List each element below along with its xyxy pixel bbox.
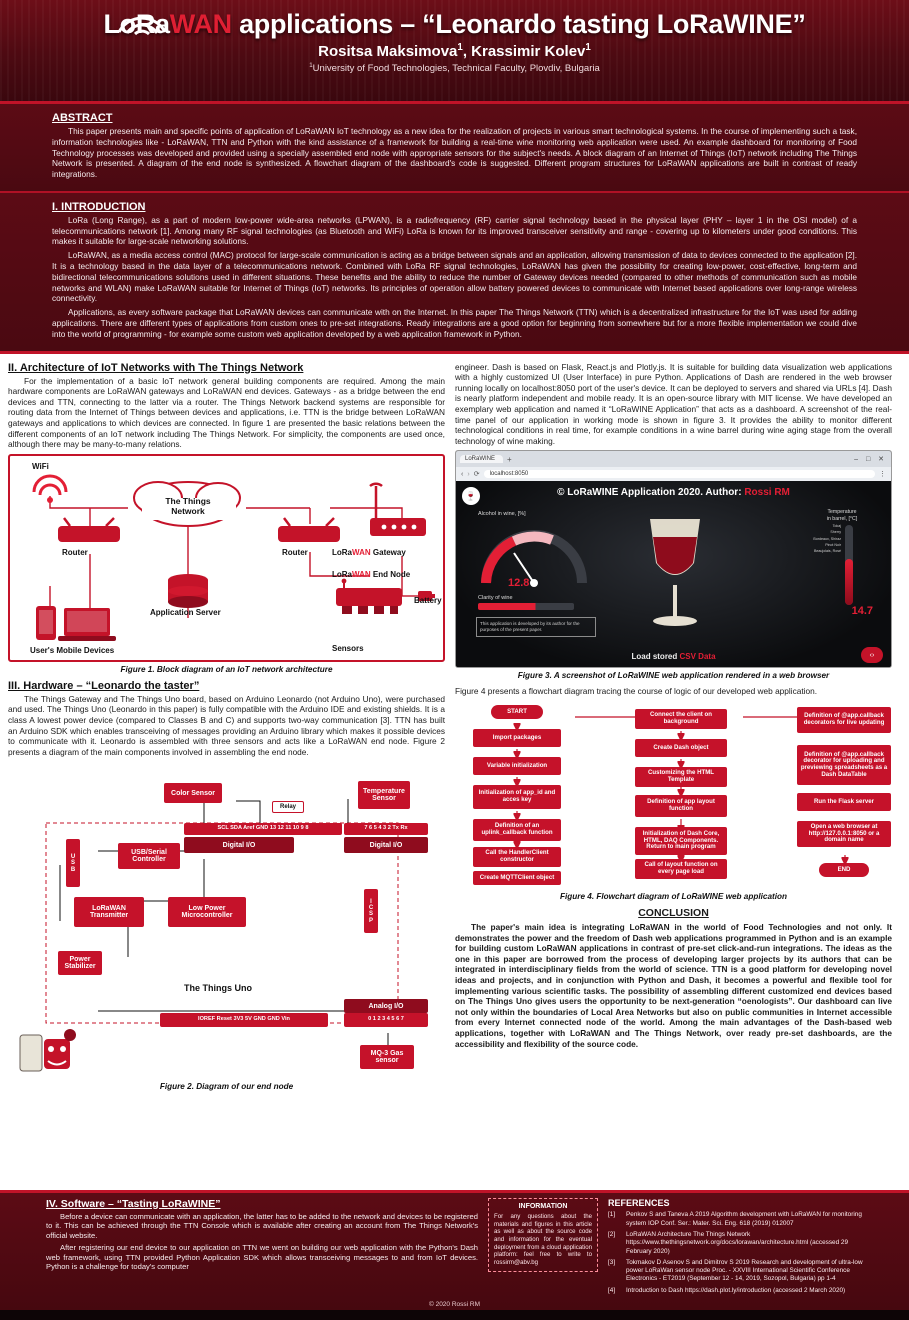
fig4-c2-3: Definition of app layout function	[635, 795, 727, 817]
figure-3-caption: Figure 3. A screenshot of LoRaWINE web application rendered in a web browser	[517, 671, 830, 681]
menu-icon[interactable]: ⋮	[879, 471, 886, 479]
title-rest: applications – “Leonardo tasting LoRaWINE”	[231, 9, 806, 39]
abstract-section	[0, 104, 909, 193]
forward-icon[interactable]: ›	[467, 470, 470, 478]
fig4-c1-1: Variable initialization	[473, 757, 561, 775]
fig2-temp-sensor: Temperature Sensor	[358, 781, 410, 809]
reference-number: [2]	[608, 1230, 616, 1238]
abstract-text: This paper presents main and specific points of application of LoRaWAN IoT technology as a new idea for the realization of projects in various smart technological systems. In the course of implementing such a task, information technologies like - LoRaWAN, TTN and Python with the kind assistance of a framework for building a real-time wine monitoring web application were used. An example dashboard for monitoring of Food Technology processes was developed and provided using a specially assembled end node with appropriate sensors for the subject's needs. A block diagram of an Internet of Things (IoT) network including The Things Network is presented. A diagram of the end node is synthesized. A flowchart diagram of the dashboard's code is suggested. Different program structures for LoRaWAN applications are built in contrast of ready integrations.	[52, 126, 857, 180]
reference-text: Tokmakov D Asenov S and Dimitrov S 2019 Research and development of ultra-low power LoRaWan sensor node Proc. - XXVIII International Scientific Conference Electronics - ET2019 (September 12 - 14, 2019, Sozopol, Bulgaria) pp 1-4	[626, 1258, 863, 1283]
reference-item	[608, 1231, 863, 1256]
figure-2	[8, 761, 445, 1079]
figure-4-intro: Figure 4 presents a flowchart diagram tracing the course of logic of our developed web application.	[455, 686, 818, 697]
fig4-c3-3: Open a web browser at http://127.0.0.1:8050 or a domain name	[797, 821, 891, 847]
back-icon[interactable]: ‹	[461, 470, 464, 478]
temperature-scale: Tokaj Sherry Bordeaux, Shiraz Pinot Noir Beaujolais, Rosé	[813, 524, 841, 553]
fig2-pins-bottom-right: 0 1 2 3 4 5 6 7	[344, 1013, 428, 1027]
fig1-label-ttn: The Things Network	[165, 495, 211, 516]
affiliation: $^1$University of Food Technologies, Technical Faculty, Plovdiv, Bulgaria	[309, 62, 600, 75]
fig2-relay: Relay	[272, 801, 304, 813]
reference-item	[608, 1211, 863, 1228]
left-column	[8, 358, 445, 1098]
intro-p1: LoRa (Long Range), as a part of modern low-power wide-area networks (LPWAN), is a radiofrequency (RF) carrier signal technology based in the physical layer (PHY – layer 1 in the OSI model) of a telecommunications network [1]. Among many RF signal technologies (as Bluetooth and WiFi) LoRa is known for its improved transceiver sensitivity and range - covering up to kilometers under good conditions. This makes it suitable for large-scale networking solutions.	[52, 214, 857, 247]
fig1-label-sensors: Sensors	[332, 643, 364, 653]
fig4-c3-1: Definition of @app.callback decorator for uploading and previewing spreadsheets as a Dash DataTable	[797, 745, 891, 785]
section4-p2: After registering our end device to our application on TTN we went on building our web application with the Python's Dash web framework, using TTN provided Python Application SDK which allows transceiving messages to and from IoT devices. Python is a challenge for today's computer	[46, 1243, 478, 1272]
fig4-c2-4: Initialization of Dash Core, HTML, DAQ Components. Return to main program	[635, 827, 727, 855]
fig2-pins-top-left: SCL SDA Aref GND 13 12 11 10 9 8	[184, 823, 342, 835]
fig2-analog-io: Analog I/O	[344, 999, 428, 1013]
fig2-digital-io-2: Digital I/O	[344, 837, 428, 853]
fig1-label-end-node: LoRaWAN End Node	[332, 569, 411, 579]
right-column	[455, 358, 892, 1098]
fig1-label-router1: Router	[62, 547, 88, 557]
main-content	[0, 354, 909, 1190]
section2-right-p1: engineer. Dash is based on Flask, React.js and Plotly.js. It is suitable for building data visualization web applications with a highly customized UI (User Interface) in pure Python. Applications of Dash are rendered in the web browser running locally on localhost:8050 port of the user's device. It can be deployed to servers and shared via URLs [4]. Dash is nearly platform independent and mobile ready. It is an open-source library with MIT license. We have developed an exemplary web application and named it “LoRaWINE Application” that acts as a dashboard. A screenshot of the real-time panel of our application in working mode is shown in figure 3. It provides the ability to monitor different technological conditions in real time, for example conditions in a wine barrel during wine aging stage from the overall technology of wine making.	[455, 361, 892, 446]
alcohol-gauge	[474, 517, 594, 595]
figure-4	[455, 701, 892, 889]
browser-tab[interactable]: LoRaWINE	[460, 455, 503, 463]
fig2-pins-top-right: 7 6 5 4 3 2 Tx Rx	[344, 823, 428, 835]
reference-item	[608, 1259, 863, 1284]
figure-1-caption: Figure 1. Block diagram of an IoT network architecture	[120, 664, 333, 674]
reference-text: Penkov S and Taneva A 2019 Algorithm development with LoRaWAN for monitoring system IOP Conf. Ser.: Mater. Sci. Eng. 618 (2019) 012007	[626, 1211, 862, 1227]
references-heading: REFERENCES	[608, 1197, 670, 1208]
fig4-start: START	[491, 705, 543, 719]
reference-number: [1]	[608, 1211, 616, 1219]
browser-chrome	[456, 451, 891, 467]
address-bar[interactable]: localhost:8050	[484, 470, 875, 478]
figure-2-caption: Figure 2. Diagram of our end node	[159, 1082, 294, 1092]
title-lora: LoRa	[103, 9, 170, 39]
fig4-c1-4: Call the HandlerClient constructor	[473, 847, 561, 867]
gauge-label: Alcohol in wine, [%]	[478, 511, 526, 518]
app-logo-icon: 🍷	[462, 487, 480, 505]
info-heading: INFORMATION	[518, 1202, 568, 1210]
fig4-end: END	[819, 863, 869, 877]
fig1-label-gateway: LoRaWAN Gateway	[332, 547, 406, 557]
fig1-label-wifi: WiFi	[32, 461, 49, 471]
fig4-c1-3: Definition of an uplink_callback function	[473, 819, 561, 841]
arduino-mascot-icon	[18, 1021, 78, 1077]
fig2-icsp: I C S P	[364, 889, 378, 933]
intro-p3: Applications, as every software package that LoRaWAN devices can communicate with on the Internet. In this paper The Things Network (TTN) which is a decentralized infrastructure for the IoT was used for adding applications. There are different types of applications from custom ones to pre-set integrations. Ready integrations are a good option for beginning from somewhere but for a more flexible implementation we could dive into the world of programming - for example some custom web application developed by a web application framework in Python.	[52, 307, 857, 339]
fig2-board-name: The Things Uno	[184, 983, 252, 994]
reference-item	[608, 1287, 863, 1295]
fig2-lorawan-transmitter: LoRaWAN Transmitter	[74, 897, 144, 927]
section4-heading: IV. Software – “Tasting LoRaWINE”	[46, 1197, 221, 1210]
fig2-color-sensor: Color Sensor	[164, 783, 222, 803]
info-text: For any questions about the materials and figures in this article as well as about the source code and information for the eventual deployment from a cloud application platform: feel free to write to rossirm@abv.bg	[494, 1213, 592, 1266]
information-box	[488, 1198, 598, 1305]
browser-toolbar	[456, 467, 891, 481]
fig1-label-app-server: Application Server	[150, 607, 221, 617]
app-note: This application is developed by its author for the purposes of the present paper.	[476, 617, 596, 636]
fig2-pins-bottom-left: IOREF Reset 3V3 5V GND GND Vin	[160, 1013, 328, 1027]
fig4-c1-5: Create MQTTClient object	[473, 871, 561, 885]
fig2-digital-io-1: Digital I/O	[184, 837, 294, 853]
fig4-c2-5: Call of layout function on every page load	[635, 859, 727, 879]
fig1-label-router2: Router	[282, 547, 308, 557]
thermometer-track	[845, 525, 853, 605]
section4	[46, 1198, 478, 1305]
window-controls[interactable]: ‒ □ ✕	[854, 456, 887, 464]
abstract-heading: ABSTRACT	[52, 112, 113, 124]
figure-4-caption: Figure 4. Flowchart diagram of LoRaWINE web application	[560, 891, 787, 901]
section2-heading: II. Architecture of IoT Networks with The Things Network	[8, 361, 304, 374]
nav-arrows-button[interactable]: ‹›	[861, 647, 883, 663]
introduction-section	[0, 193, 909, 354]
section3-p1: The Things Gateway and The Things Uno board, based on Arduino Leonardo (not Arduino Uno), were purchased and used. The Things Uno (Leonardo in this paper) is fully compatible with the Arduino IDE and existing shields. It is a class A lowest power device (compared to Classes B and C) and supports two-way communication [3]. TTN has built an Arduino SDK which enables transceiving of messages providing an Arduino library which makes it possible devices to communicate with it. Leonardo is assembled with three sensors and acts like a LoRaWAN end node. Figure 2 presents a diagram of the main components involved in assembling the end node.	[8, 693, 445, 757]
wine-glass-graphic	[632, 515, 718, 635]
csv-footer: Load stored CSV Data	[631, 652, 716, 662]
app-title: © LoRaWINE Application 2020. Author: Rossi RM	[557, 487, 790, 499]
lorawan-logo	[103, 10, 231, 38]
reference-number: [4]	[608, 1286, 616, 1294]
section2-p1: For the implementation of a basic IoT network general building components are required. Among the main hardware components are LoRaWAN gateways and LoRaWAN end devices. Gateways - as a bridge between the end devices and TTN, connecting to the latter via a router. The Things Network backend systems are responsible for routing data from the Internet of Things between devices and applications, i.e. TTN is the bridge between LoRaWAN gateways and applications to which devices are connected. In figure 1 are presented the basic relations between the different components of an IoT network including The Things Network. For simplicity, the components are used once, although there may be many-to-many relations.	[8, 375, 445, 450]
fig2-microcontroller: Low Power Microcontroller	[168, 897, 246, 927]
introduction-heading: I. INTRODUCTION	[52, 200, 146, 213]
authors: Rositsa Maksimova$^1$, Krassimir Kolev$^1$	[318, 42, 591, 61]
fig4-c3-0: Definition of @app.callback decorators for live updating	[797, 707, 891, 733]
copyright: © 2020 Rossi RM	[428, 1300, 481, 1308]
clarity-bar	[478, 603, 574, 610]
fig4-c2-0: Connect the client on background	[635, 709, 727, 729]
lorawine-app	[456, 481, 891, 668]
fig4-c3-2: Run the Flask server	[797, 793, 891, 811]
new-tab-icon[interactable]: +	[507, 454, 512, 464]
fig4-c1-2: Initialization of app_id and acces key	[473, 785, 561, 809]
figure-1-diagram	[10, 456, 445, 662]
title-wan: WAN	[169, 9, 232, 39]
references	[608, 1198, 863, 1305]
fig2-usb-serial-controller: USB/Serial Controller	[118, 843, 180, 869]
fig2-mq3-sensor: MQ-3 Gas sensor	[360, 1045, 414, 1069]
fig4-c2-1: Create Dash object	[635, 739, 727, 757]
temperature-label: Temperature in barrel, [°C]	[826, 509, 858, 522]
temperature-value: 14.7	[851, 605, 873, 618]
section4-p1: Before a device can communicate with an application, the latter has to be added to the network and devices to be registered to it. This can be achieved through the TTN Console which is available after creating an account from The Things Network's official website.	[46, 1211, 478, 1240]
reference-text: LoRaWAN Architecture The Things Network https://www.thethingsnetwork.org/docs/lorawan/architecture.html (accessed 29 February 2020)	[626, 1230, 849, 1255]
reference-text: Introduction to Dash https://dash.plot.ly/introduction (accessed 2 March 2020)	[626, 1286, 846, 1294]
figure-3	[455, 450, 892, 668]
wifi-arc-icon	[115, 6, 169, 36]
poster-footer	[0, 1190, 909, 1310]
conclusion-heading: CONCLUSION	[638, 906, 709, 919]
fig2-usb: U S B	[66, 839, 80, 887]
reference-number: [3]	[608, 1258, 616, 1266]
figure-1	[8, 454, 445, 662]
section3-heading: III. Hardware – “Leonardo the taster”	[8, 679, 200, 692]
reload-icon[interactable]: ⟳	[473, 471, 480, 479]
fig4-c1-0: Import packages	[473, 729, 561, 747]
clarity-label: Clarity of wine	[478, 595, 513, 602]
fig1-label-battery: Battery	[414, 595, 442, 605]
gauge-value: 12.8	[508, 577, 530, 590]
conclusion-text: The paper's main idea is integrating LoRaWAN in the world of Food Technologies and not only. It demonstrates the power and the freedom of Dash web applications programmed in Python and is an example for building custom LoRaWAN applications in contrast of pre-set click-and-run integrations. The ideas as the one in this paper are borrowed from the process of developing larger projects by its authors that can be integrated in interdisciplinary fields from the world of science. TTN is a good platform for developing novel ideas and projects, and in conjunction with Python and Dash, it becomes a powerful and flexible tool for implementing various scientific tasks. The possibility of assembling different customized end devices based on The Things Uno gives users the opportunity to be next-generation “oenologists”. Our dashboard can live not only within the boundaries of Local Area Networks but also on public communities in Internet accessible from every Internet connected node of the world. Among the main advantages of the Dash-based web applications, together with LoRaWAN and The Things Network, over ready pre-set dashboards, are the accessibility and flexibility of the source code.	[455, 921, 892, 1049]
poster-header	[0, 0, 909, 104]
fig4-c2-2: Customizing the HTML Template	[635, 767, 727, 787]
intro-p2: LoRaWAN, as a media access control (MAC) protocol for large-scale communication is acting as a bridge between signals and an application, allowing transmission of data to devices connected to the application [2]. It is a technology based in the data layer of a telecommunications network. Combined with LoRa RF signal technologies, LoRaWAN has given the possibility for creating low-power, cost-effective, long-term and bidirectional telecommunications solutions used in different situations. These benefits and the ability to reduce the number of Gateway devices needed (compared to other methods of communication such as mobile networks and WLAN) make LoRaWAN suitable for Internet of Things (IoT) networks. Its principles of operation allow battery powered devices to communicate with Internet based applications over long-range wireless connectivity.	[52, 250, 857, 304]
fig1-label-mobile: User's Mobile Devices	[30, 645, 115, 655]
thermometer-fill	[845, 559, 853, 605]
page-title	[0, 10, 909, 38]
fig2-power-stabilizer: Power Stabilizer	[58, 951, 102, 975]
